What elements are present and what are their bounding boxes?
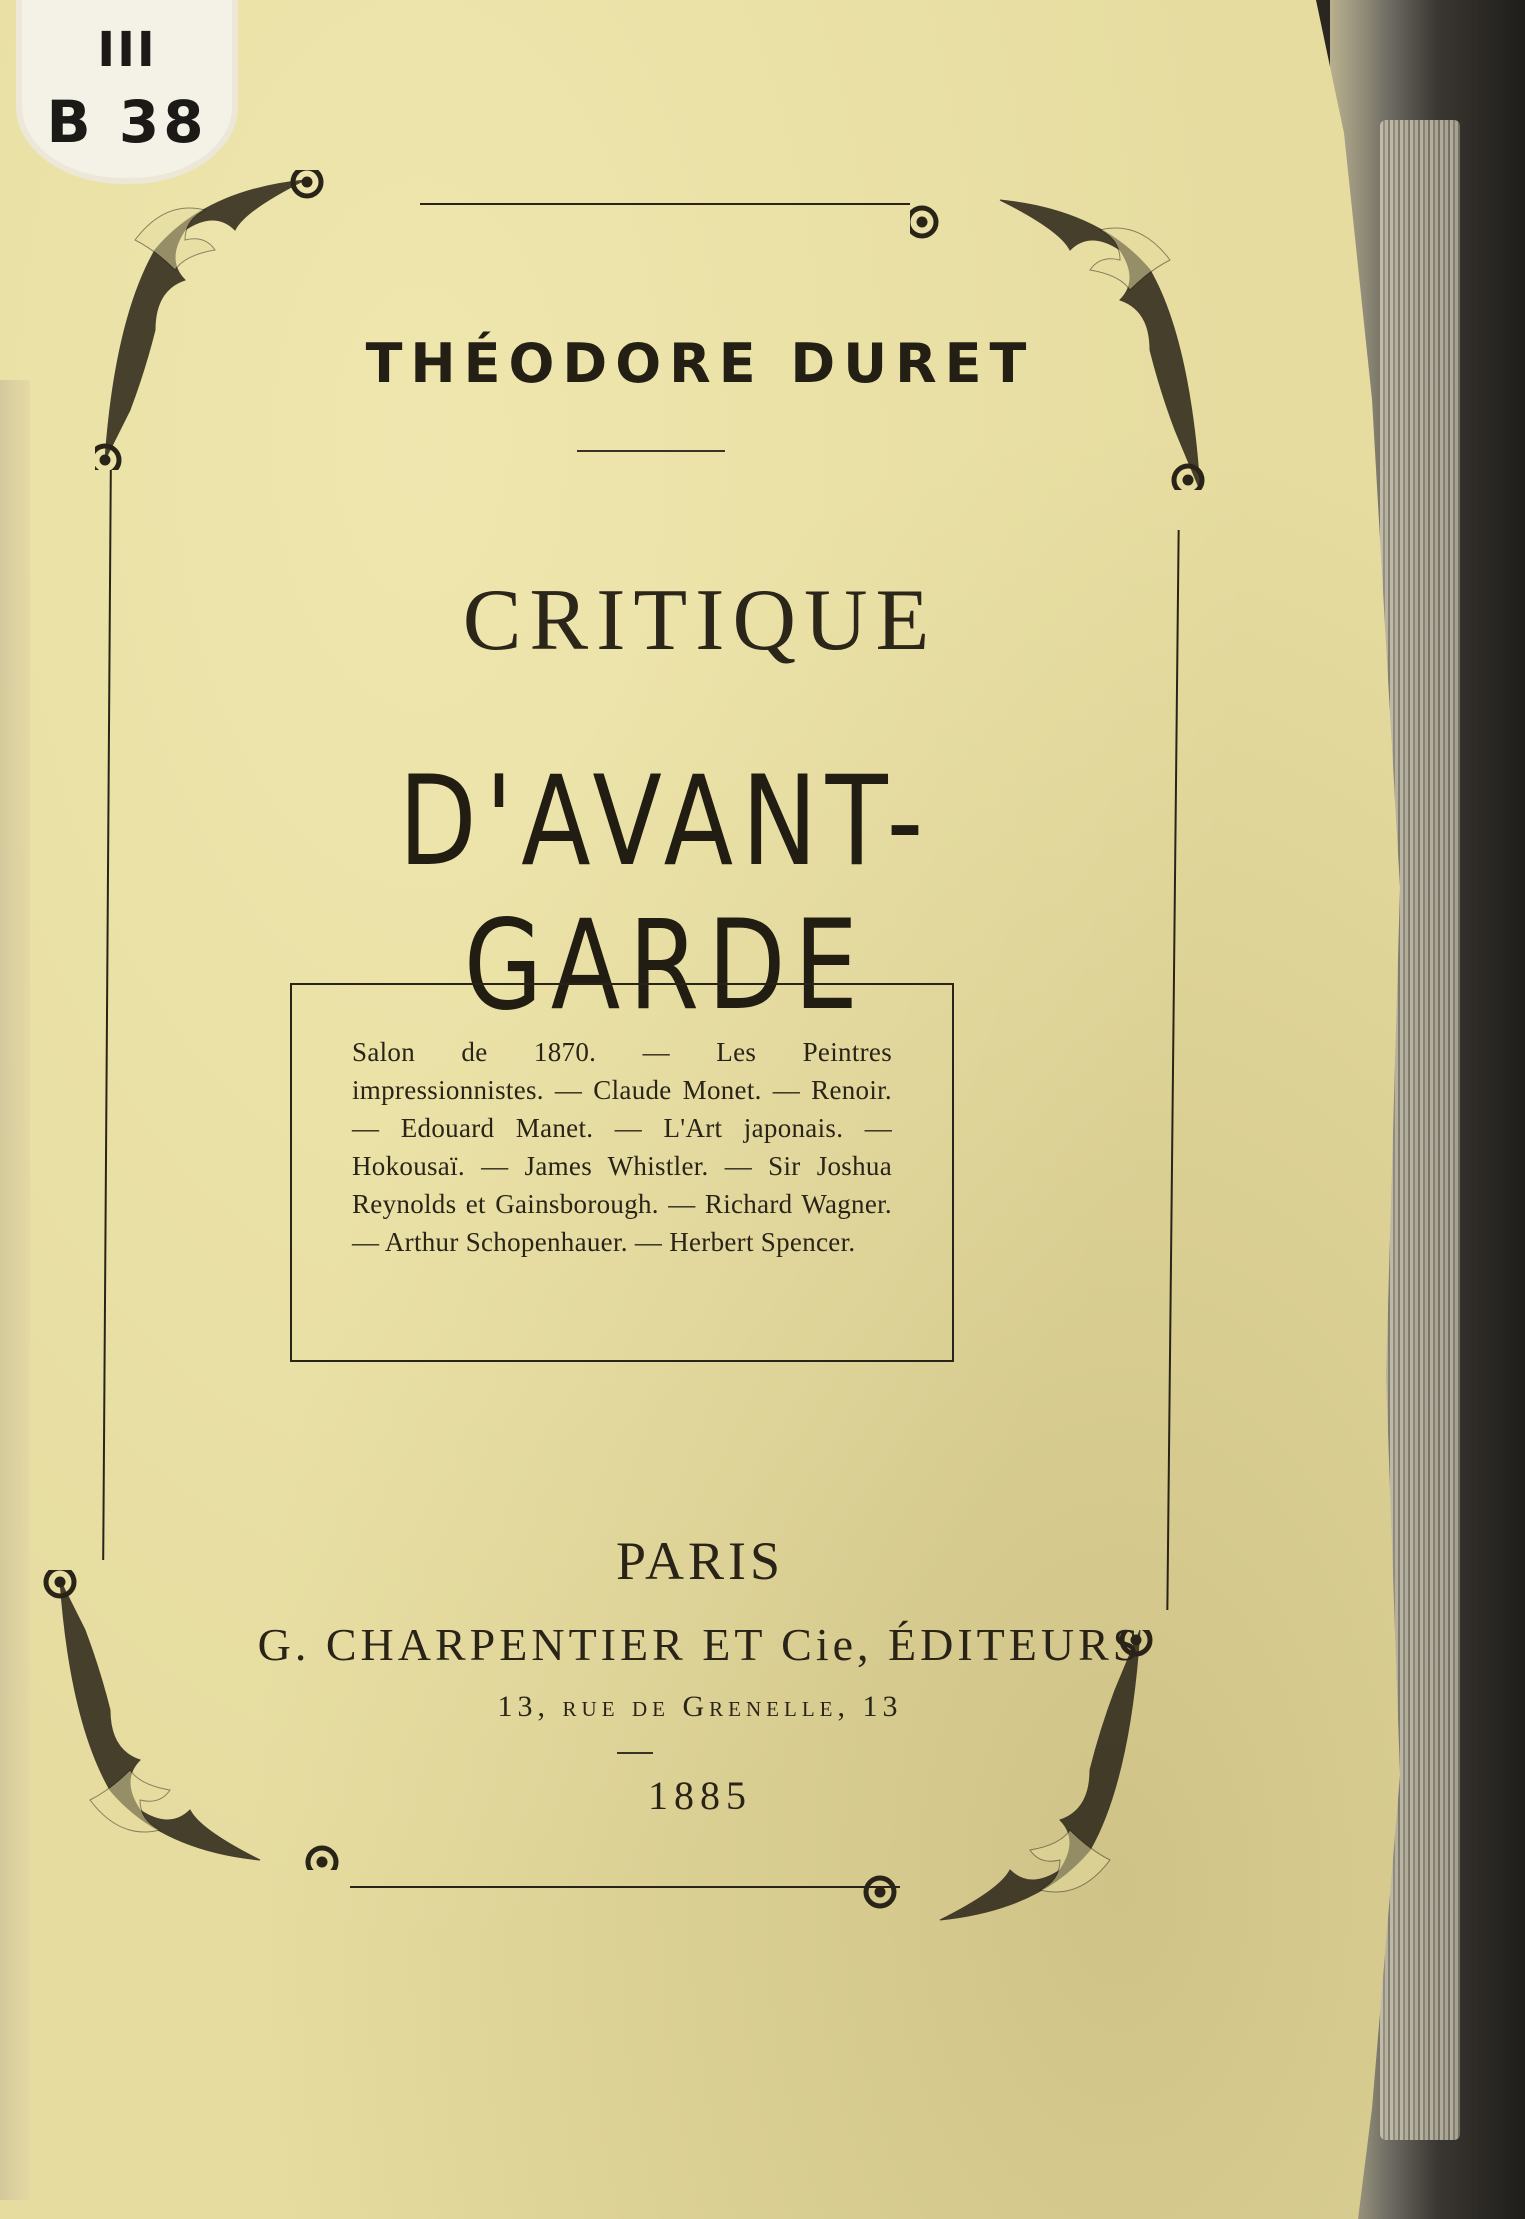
year-divider (617, 1752, 653, 1754)
publication-year: 1885 (648, 1773, 752, 1818)
author-name: THÉODORE DURET (365, 332, 1035, 395)
shelf-mark-line1: III (97, 22, 157, 78)
cover-fold (0, 380, 30, 2200)
title-line-1: CRITIQUE (462, 572, 938, 669)
frame-top-rule (420, 203, 910, 205)
frame-bottom-rule (350, 1886, 900, 1888)
publisher-address: 13, rue de Grenelle, 13 (497, 1690, 903, 1723)
author-divider (577, 450, 725, 452)
contents-text: Salon de 1870. — Les Peintres impressionnistes. — Claude Monet. — Renoir. — Edouard Manet. — L'Art japonais. — Hokousaï. — James Whistler. — Sir Joshua Reynolds et Gainsborough. — Richard Wagner. — Arthur Schopenhauer. — Herbert Spencer. (352, 1037, 892, 1257)
title-line-2: D'AVANT-GARDE (398, 750, 932, 1038)
library-sticker (22, 0, 232, 178)
publication-city: PARIS (615, 1531, 785, 1591)
shelf-mark-line2: B 38 (46, 88, 208, 156)
publisher-name: G. CHARPENTIER ET Cie, ÉDITEURS (257, 1619, 1143, 1670)
ornament-top-left (95, 170, 395, 470)
contents-box (290, 983, 954, 1362)
